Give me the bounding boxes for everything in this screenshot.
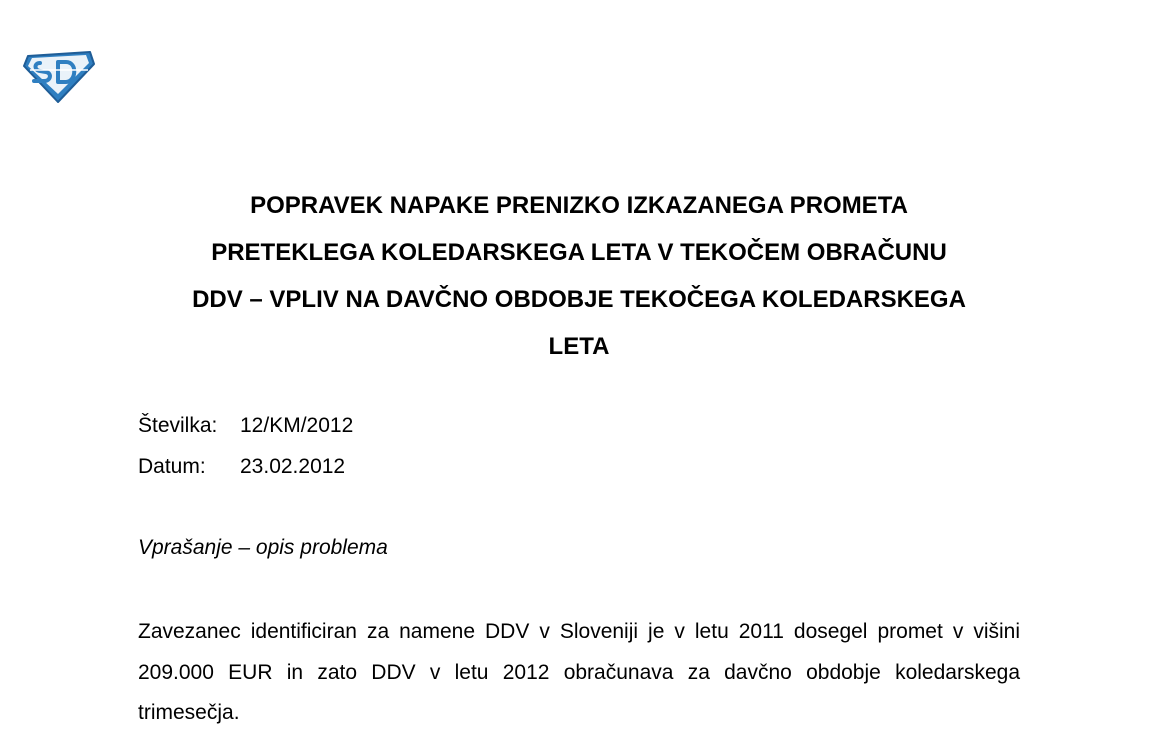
number-value: 12/KM/2012 bbox=[240, 414, 354, 437]
section-heading: Vprašanje – opis problema bbox=[138, 536, 388, 559]
title-line-4: LETA bbox=[548, 333, 610, 360]
date-label: Datum: bbox=[138, 455, 206, 478]
number-label: Številka: bbox=[138, 414, 218, 437]
body-paragraph: Zavezanec identificiran za namene DDV v Sloveniji je v letu 2011 dosegel promet v višini 209.000 EUR in zato DDV v letu 2012 obračunava za davčno obdobje koledarskega trimesečja. bbox=[138, 620, 1020, 724]
title-line-3: DDV – VPLIV NA DAVČNO OBDOBJE TEKOČEGA KOLEDARSKEGA bbox=[192, 286, 966, 313]
title-line-1: POPRAVEK NAPAKE PRENIZKO IZKAZANEGA PROMETA bbox=[250, 192, 908, 219]
document-number-row bbox=[138, 412, 353, 440]
sd-logo-icon bbox=[22, 48, 96, 104]
document-date-row bbox=[138, 453, 345, 481]
title-line-2: PRETEKLEGA KOLEDARSKEGA LETA V TEKOČEM OBRAČUNU bbox=[211, 239, 947, 266]
date-value: 23.02.2012 bbox=[240, 455, 346, 478]
document-title bbox=[138, 182, 1020, 370]
